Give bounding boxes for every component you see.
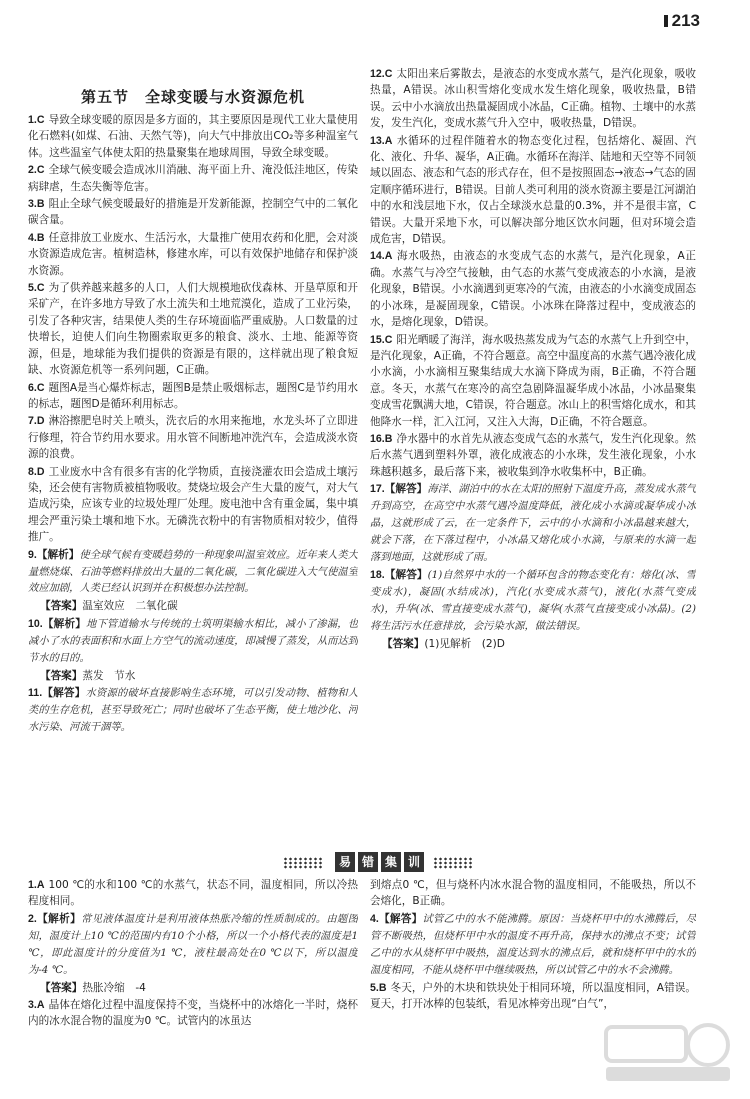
question-item [370,332,696,430]
question-item [28,380,358,413]
answer-letter: A [384,134,393,147]
answer-letter: B [384,432,393,445]
question-item [370,248,696,330]
answer-letter: C [384,68,393,80]
explanation-text: 使全球气候有变暖趋势的一种现象叫温室效应。近年来人类大量燃烧煤、石油等燃料排放出大量的二氧化碳，二氧化碳进入大气使温室效应加剧，人类已经认识到并在积极想办法控制。 [28,548,358,595]
left-column [28,112,358,872]
question-item [28,230,358,279]
question-number: 3. [28,198,37,211]
answer-letter: B [36,198,45,211]
explanation-text: 海洋、湖泊中的水在太阳的照射下温度升高，蒸发成水蒸气升到高空，在高空中水蒸气遇冷温度降低，液化成小水滴或凝华成小冰晶，这就形成了云，在一定条件下，云中的小水滴和小冰晶越来越大，就会下落，在下落过程中，小冰晶又熔化成小水滴，与原来的水滴一起落到地面，这就形成了雨。 [370,483,696,563]
question-number: 2. [28,912,37,925]
question-text: 工业废水中含有很多有害的化学物质，直接浇灌农田会造成土壤污染，还会使有害物质被植物吸收。焚烧垃圾会产生大量的废气，对大气造成污染，应该专业的垃圾处理厂处理。废电池中含有重金属，集中填埋会严重污染土壤和地下水。无磷洗衣粉中的有害物质相对较少，值得推广。 [28,465,358,544]
question-text: 100 ℃的水和100 ℃的水蒸气，状态不同，温度相同，所以冷热程度相同。 [28,879,358,908]
page-marker [664,15,668,27]
banner-char: 集 [381,852,401,872]
question-text: 阻止全球气候变暖最好的措施是开发新能源，控制空气中的二氧化碳含量。 [28,198,358,227]
question-item [28,911,358,979]
left-items [28,112,358,546]
question-10 [28,616,358,667]
answer-letter: C [36,381,45,394]
watermark-logo [598,1017,738,1087]
question-item [28,413,358,462]
question-item [28,280,358,378]
dot-pattern-left [283,857,323,869]
question-text: 太阳出来后雾散去，是液态的水变成水蒸气，是汽化现象，吸收热量，A错误。冰山积雪熔化变成水发生熔化现象，吸收热量，B错误。云中小水滴放出热量凝固成小冰晶，C正确。植物、土壤中的水蒸发，发生汽化，变成水蒸气升入空中，吸收热量，D错误。 [370,68,696,130]
explanation-text: 地下管道输水与传统的土筑明渠输水相比，减小了渗漏，也减小了水的表面积和水面上方空气的流动速度，即减慢了蒸发，从而达到节水的目的。 [28,617,358,664]
question-number: 12. [370,68,385,80]
question-number: 15. [370,333,385,346]
question-text: 阳光晒暖了海洋，海水吸热蒸发成为气态的水蒸气上升到空中，是汽化现象，A正确，不符合题意。高空中温度高的水蒸气遇冷液化成小水滴，小水滴相互聚集结成大水滴下降成为雨，B正确，不符合题意。冬天，水蒸气在寒冷的高空急剧降温凝华成小冰晶，小冰晶聚集变成雪花飘满大地，C错误，符合题意。冰山上的积雪熔化成水，和其他降水一样，汇入江河，又注入大海，D正确，不符合题意。 [370,333,696,428]
question-item [370,431,696,480]
question-number: 10. [28,617,43,630]
question-number: 6. [28,381,37,394]
question-number: 14. [370,250,385,263]
question-item [370,66,696,132]
question-number: 5. [28,282,37,295]
banner-char: 错 [358,852,378,872]
error-training-banner [335,852,424,872]
answer-tag: 【答案】 [40,600,83,613]
answer-letter: D [36,465,45,478]
bottom-left-column [28,877,358,1087]
answer-tag: 【答案】 [382,637,425,650]
explanation-text: 水资源的破坏直接影响生态环境，可以引发动物、植物和人类的生存危机，甚至导致死亡；同时也破坏了生态平衡，使土地沙化、河水污染、河流干涸等。 [28,687,358,733]
question-item [28,997,358,1030]
question-text: 水循环的过程伴随着水的物态变化过程，包括熔化、凝固、汽化、液化、升华、凝华，A正确。水循环在海洋、陆地和天空等不同领域以固态、液态和气态的形式存在，但不是按照固态→液态→气态的固定顺序循环进行，B错误。目前人类可利用的淡水资源主要是江河湖泊中的水和浅层地下水，仅占全球淡水总量的0.3%，并不是很丰富，C错误。大量开采地下水，可以解决部分地区饮水问题，但对环境会造成危害，D错误。 [370,134,696,246]
banner-char: 易 [335,852,355,872]
explanation-tag: 【解答】 [378,912,423,925]
right-items [370,66,696,480]
question-item [28,877,358,910]
explanation-tag: 【解析】 [36,912,82,925]
question-text: 题图A是当心爆炸标志，题图B是禁止吸烟标志，题图C是节约用水的标志，题图D是循环利用标志。 [28,381,358,410]
question-item [28,196,358,229]
question-text: 导致全球变暖的原因是多方面的，其主要原因是现代工业大量使用化石燃料(如煤、石油、天然气等)，向大气中排放出CO₂等多种温室气体。这些温室气体使太阳的热量聚集在地球周围，导致全球变暖。 [28,114,358,159]
question-text: 冬天，户外的木块和铁块处于相同环境，所以温度相同，A错误。夏天，打开冰棒的包装纸，看见冰棒旁出现“白气”， [370,981,696,1011]
question-item [28,162,358,195]
banner-char: 训 [404,852,424,872]
question-text: 净水器中的水首先从液态变成气态的水蒸气，发生汽化现象。然后水蒸气遇到塑料外罩，液化成液态的小水珠，发生液化现象，小水珠越积越多，最后落下来，被收集到净水收集杯中，B正确。 [370,432,696,478]
question-number: 16. [370,432,385,445]
question-item [28,464,358,546]
question-number: 17. [370,483,385,496]
question-text: 淋浴擦肥皂时关上喷头，洗衣后的水用来拖地，水龙头坏了立即进行修理，符合节约用水要求。用水管不间断地冲洗汽车，会造成淡水资源的浪费。 [28,415,358,461]
answer-letter: C [36,282,45,295]
answer-text: (1)见解析 (2)D [424,637,505,650]
question-11 [28,685,358,736]
question-number: 1. [28,114,37,126]
question-text: 晶体在熔化过程中温度保持不变，当烧杯中的冰熔化一半时，烧杯内的冰水混合物的温度为0 ℃。试管内的冰虽达 [28,999,358,1028]
question-text: 海水吸热，由液态的水变成气态的水蒸气，是汽化现象，A正确。水蒸气与冷空气接触，由气态的水蒸气变成液态的小水滴，是液化现象，B错误。小水滴遇到更寒冷的气流，由液态的小水滴变成固态的小冰珠，是凝固现象，C错误。小冰珠在降落过程中，变成液态的水，是熔化现象，D错误。 [370,250,696,329]
question-number: 1. [28,879,37,891]
question-number: 4. [370,912,379,925]
question-number: 11. [28,687,43,700]
question-text: 任意排放工业废水、生活污水，大量推广使用农药和化肥，会对淡水资源造成危害。植树造林，修建水库，可以有效保护地储存和保护淡水资源。 [28,231,358,277]
right-column [370,66,696,842]
question-number: 13. [370,134,385,147]
question-number: 7. [28,415,37,428]
page-number [664,8,700,34]
answer-letter: A [384,250,393,263]
question-number: 2. [28,164,37,177]
answer-text: 温室效应 二氧化碳 [82,600,178,613]
dot-pattern-right [433,857,473,869]
explanation-text: (1)自然界中水的一个循环包含的物态变化有：熔化(冰、雪变成水)，凝固(水结成冰)，汽化(水变成水蒸气)，液化(水蒸气变成水)，升华(冰、雪直接变成水蒸气)，凝华(水蒸气直接变成小冰晶)。(2)将生活污水任意排放，会污染水源，做法错误。 [370,568,696,632]
explanation-tag: 【解析】 [42,617,86,630]
question-18 [370,567,696,635]
answer-letter: C [36,164,45,177]
answer-letter: A [36,879,45,891]
question-item [370,133,696,248]
question-9 [28,547,358,598]
question-number: 3. [28,999,37,1012]
question-17 [370,481,696,566]
answer-9 [28,598,358,614]
question-number: 4. [28,231,37,244]
question-number: 8. [28,465,37,478]
section-divider [28,852,696,872]
answer-10 [28,668,358,684]
answer-line [28,980,358,996]
answer-letter: B [36,231,45,244]
question-item [370,911,696,979]
explanation-text: 试管乙中的水不能沸腾。原因：当烧杯甲中的水沸腾后，尽管不断吸热，但烧杯甲中水的温度不再升高，保持水的沸点不变；试管乙中的水从烧杯甲中吸热，温度达到水的沸点后，就和烧杯甲中的水的温度相同，不能从烧杯甲中继续吸热，所以试管乙中的水不会沸腾。 [370,912,696,976]
question-item [28,112,358,161]
answer-18 [370,636,696,652]
answer-letter: D [36,415,45,428]
answer-letter: B [378,981,387,994]
question-text: 为了供养越来越多的人口，人们大规模地砍伐森林、开垦草原和开采矿产，在许多地方导致了水土流失和土地荒漠化，造成了工业污染，引发了各种灾害，结果使人类的生存环境面临严重威胁。人口数量的过快增长，迫使人们向生物圈索取更多的粮食、淡水、土地、能源等资源，但是，地球能为我们提供的资源是有限的，这样就出现了粮食短缺、水资源危机等一系列问题，C正确。 [28,282,358,377]
page-number-text: 213 [671,11,700,30]
explanation-tag: 【解答】 [384,483,428,496]
explanation-tag: 【解答】 [42,687,86,700]
answer-letter: C [384,333,393,346]
answer-tag: 【答案】 [40,669,83,682]
question-item [370,980,696,1013]
explanation-text: 常见液体温度计是利用液体热胀冷缩的性质制成的。由题图知，温度计上10 ℃的范围内有10个小格，所以一个小格代表的温度是1 ℃，即此温度计的分度值为1 ℃，液柱最高处在0 ℃以下，所以温度为-4 ℃。 [28,912,358,976]
answer-letter: A [36,999,45,1012]
question-number: 9. [28,548,37,561]
question-number: 5. [370,981,379,994]
continuation-text: 到熔点0 ℃，但与烧杯内冰水混合物的温度相同，不能吸热，所以不会熔化，B正确。 [370,879,696,908]
answer-text: 蒸发 节水 [82,669,136,682]
explanation-tag: 【解答】 [384,568,428,581]
question-text: 全球气候变暖会造成冰川消融、海平面上升、淹没低洼地区，传染病肆虐，生态失衡等危害。 [28,164,358,193]
section-title: 第五节 全球变暖与水资源危机 [80,88,305,106]
question-number: 18. [370,568,385,581]
explanation-tag: 【解析】 [36,548,80,561]
answer-letter: C [36,114,45,126]
answer-text: 热胀冷缩 -4 [82,981,146,994]
answer-tag: 【答案】 [40,981,83,994]
